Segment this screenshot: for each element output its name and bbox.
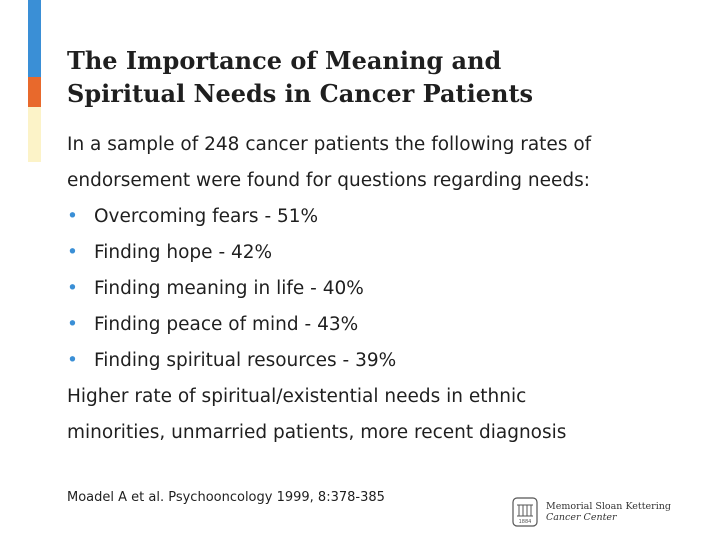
accent-bar-orange bbox=[28, 77, 41, 107]
mskcc-seal-icon bbox=[512, 497, 538, 527]
list-item bbox=[67, 199, 707, 235]
list-item-text: Finding spiritual resources - 39% bbox=[94, 350, 397, 371]
slide-title bbox=[67, 44, 687, 110]
needs-list bbox=[67, 199, 707, 379]
slide-body bbox=[67, 127, 707, 451]
list-item-text: Finding peace of mind - 43% bbox=[94, 314, 359, 335]
bullet-icon: • bbox=[67, 242, 78, 263]
list-item-text: Overcoming fears - 51% bbox=[94, 206, 319, 227]
list-item bbox=[67, 343, 707, 379]
bullet-icon: • bbox=[67, 206, 78, 227]
accent-bar-blue bbox=[28, 0, 41, 77]
logo-line-2: Cancer Center bbox=[546, 512, 617, 523]
bullet-icon: • bbox=[67, 278, 78, 299]
list-item-text: Finding hope - 42% bbox=[94, 242, 273, 263]
conclusion-line-2: minorities, unmarried patients, more recent diagnosis bbox=[67, 422, 567, 443]
conclusion-line-1: Higher rate of spiritual/existential needs in ethnic bbox=[67, 386, 527, 407]
intro-line-1: In a sample of 248 cancer patients the following rates of bbox=[67, 134, 592, 155]
slide-title-line-2: Spiritual Needs in Cancer Patients bbox=[67, 79, 534, 108]
list-item bbox=[67, 307, 707, 343]
intro-line-2: endorsement were found for questions regarding needs: bbox=[67, 170, 590, 191]
accent-bar-yellow bbox=[28, 107, 41, 162]
list-item bbox=[67, 271, 707, 307]
logo-line-1: Memorial Sloan Kettering bbox=[546, 501, 671, 512]
list-item-text: Finding meaning in life - 40% bbox=[94, 278, 364, 299]
logo-text bbox=[546, 501, 671, 523]
bullet-icon: • bbox=[67, 314, 78, 335]
citation: Moadel A et al. Psychooncology 1999, 8:378-385 bbox=[67, 490, 385, 505]
mskcc-logo bbox=[512, 497, 671, 527]
list-item bbox=[67, 235, 707, 271]
seal-year: 1884 bbox=[518, 519, 532, 525]
slide-title-line-1: The Importance of Meaning and bbox=[67, 46, 502, 75]
bullet-icon: • bbox=[67, 350, 78, 371]
